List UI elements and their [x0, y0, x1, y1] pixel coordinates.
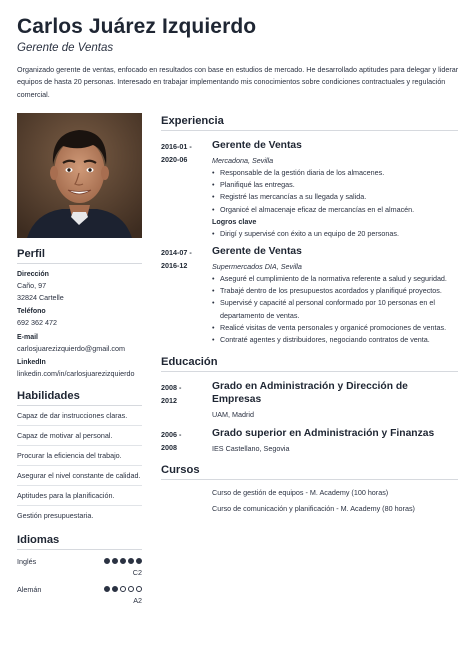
list-item: Gestión presupuestaria.: [17, 510, 94, 520]
left-column: [17, 113, 142, 611]
achievements-list: [212, 228, 458, 240]
phone-value: 692 362 472: [17, 318, 57, 327]
list-item: Capaz de motivar al personal.: [17, 426, 142, 446]
rating-dot-filled: [112, 586, 118, 592]
language-rating: [104, 558, 142, 564]
languages-heading: Idiomas: [17, 534, 142, 550]
rating-dot-filled: [136, 558, 142, 564]
date-start: 2016-01 -: [161, 142, 192, 151]
date-end: 2016-12: [161, 260, 188, 270]
achievements-label: Logros clave: [212, 216, 257, 226]
experience-entry: [161, 245, 458, 346]
right-column: [161, 115, 458, 514]
education-entry: [161, 380, 458, 420]
resume-header: [17, 14, 457, 54]
linkedin-link[interactable]: linkedin.com/in/carlosjuarezizquierdo: [17, 369, 135, 378]
email-label: E-mail: [17, 333, 39, 341]
education-section: [161, 356, 458, 454]
rating-dot-filled: [128, 558, 134, 564]
job-role: Gerente de Ventas: [212, 246, 302, 258]
portrait-image: [17, 113, 142, 238]
list-item: Aptitudes para la planificación.: [17, 486, 142, 506]
profile-photo: [17, 113, 142, 238]
profile-heading: Perfil: [17, 248, 142, 264]
date-end: 2020-06: [161, 154, 188, 164]
date-start: 2014-07 -: [161, 248, 192, 258]
courses-section: [161, 464, 458, 514]
list-item: • Contraté agentes y distribuidores, negociando contratos de venta.: [212, 334, 458, 346]
rating-dot-empty: [120, 586, 126, 592]
courses-list: [161, 487, 458, 514]
candidate-title: Gerente de Ventas: [17, 42, 114, 54]
rating-dot-filled: [104, 558, 110, 564]
duties-list: [212, 273, 458, 346]
education-heading: Educación: [161, 356, 458, 372]
rating-dot-filled: [104, 586, 110, 592]
language-name: Inglés: [17, 556, 37, 566]
address-line-1: Caño, 97: [17, 281, 47, 290]
language-name: Alemán: [17, 584, 42, 594]
company-name: Mercadona, Sevilla: [212, 156, 274, 165]
phone-label: Teléfono: [17, 308, 46, 315]
list-item: Asegurar el nivel constante de calidad.: [17, 466, 142, 486]
rating-dot-filled: [120, 558, 126, 564]
entry-dates: [161, 382, 209, 407]
rating-dot-empty: [136, 586, 142, 592]
experience-heading: Experiencia: [161, 115, 458, 131]
job-role: Gerente de Ventas: [212, 140, 302, 151]
language-level: C2: [132, 567, 142, 577]
date-end: 2012: [161, 395, 177, 405]
experience-section: [161, 115, 458, 346]
language-row-german: [17, 585, 142, 611]
list-item: Curso de gestión de equipos - M. Academy (100 horas): [212, 488, 389, 498]
degree-name: Grado superior en Administración y Finanzas: [212, 428, 435, 440]
phone-block: [17, 308, 142, 329]
list-item: Capaz de dar instrucciones claras.: [17, 406, 142, 426]
list-item: • Planifiqué las entregas.: [212, 179, 458, 191]
date-end: 2008: [161, 442, 177, 452]
email-link[interactable]: carlosjuarezizquierdo@gmail.com: [17, 343, 125, 353]
address-line-2: 32824 Cartelle: [17, 292, 64, 302]
rating-dot-empty: [128, 586, 134, 592]
entry-dates: [161, 247, 209, 272]
language-level: A2: [133, 595, 142, 605]
experience-entry: [161, 139, 458, 240]
list-item: • Aseguré el cumplimiento de la normativa referente a salud y seguridad.: [212, 273, 458, 285]
profile-section: [17, 248, 142, 380]
entry-dates: [161, 429, 209, 454]
education-entry: [161, 427, 458, 454]
list-item: • Responsable de la gestión diaria de los almacenes.: [212, 167, 458, 179]
duties-list: [212, 167, 458, 216]
email-block: [17, 334, 142, 355]
languages-section: [17, 534, 142, 611]
list-item: • Trabajé dentro de los presupuestos acordados y planifiqué proyectos.: [212, 285, 458, 297]
company-name: Supermercados DIA, Sevilla: [212, 262, 302, 272]
candidate-name: Carlos Juárez Izquierdo: [17, 15, 257, 38]
address-label: Dirección: [17, 271, 49, 278]
skills-section: [17, 390, 142, 525]
address-block: [17, 271, 142, 303]
degree-name: Grado en Administración y Dirección de Empresas: [212, 381, 408, 406]
rating-dot-filled: [112, 558, 118, 564]
summary: Organizado gerente de ventas, enfocado en resultados con base en estudios de mercado. He desarrollado aptitudes para delegar y liderar equipos de hasta 20 personas. Interesado en trabajar implementando mis conocimientos sobre condiciones contractuales y regulación comercial.: [17, 65, 459, 99]
school-name: IES Castellano, Segovia: [212, 444, 290, 454]
list-item: • Realicé visitas de venta personales y organicé promociones de ventas.: [212, 322, 458, 334]
linkedin-label: LinkedIn: [17, 359, 46, 366]
list-item: Procurar la eficiencia del trabajo.: [17, 446, 142, 466]
entry-dates: [161, 141, 209, 166]
language-row-english: [17, 557, 142, 583]
list-item: • Dirigí y supervisé con éxito a un equipo de 20 personas.: [212, 228, 458, 240]
skills-list: [17, 406, 142, 525]
list-item: • Supervisé y capacité al personal conformado por 10 personas en el departamento de ventas.: [212, 297, 458, 321]
linkedin-block: [17, 359, 142, 380]
list-item: • Registré las mercancías a su llegada y salida.: [212, 191, 458, 203]
skills-heading: Habilidades: [17, 390, 142, 406]
courses-heading: Cursos: [161, 464, 458, 480]
school-name: UAM, Madrid: [212, 410, 254, 420]
date-start: 2006 -: [161, 430, 182, 440]
list-item: • Organicé el almacenaje eficaz de mercancías en el almacén.: [212, 204, 458, 216]
date-start: 2008 -: [161, 383, 182, 393]
list-item: Curso de comunicación y planificación - M. Academy (80 horas): [212, 504, 415, 514]
language-rating: [104, 586, 142, 592]
